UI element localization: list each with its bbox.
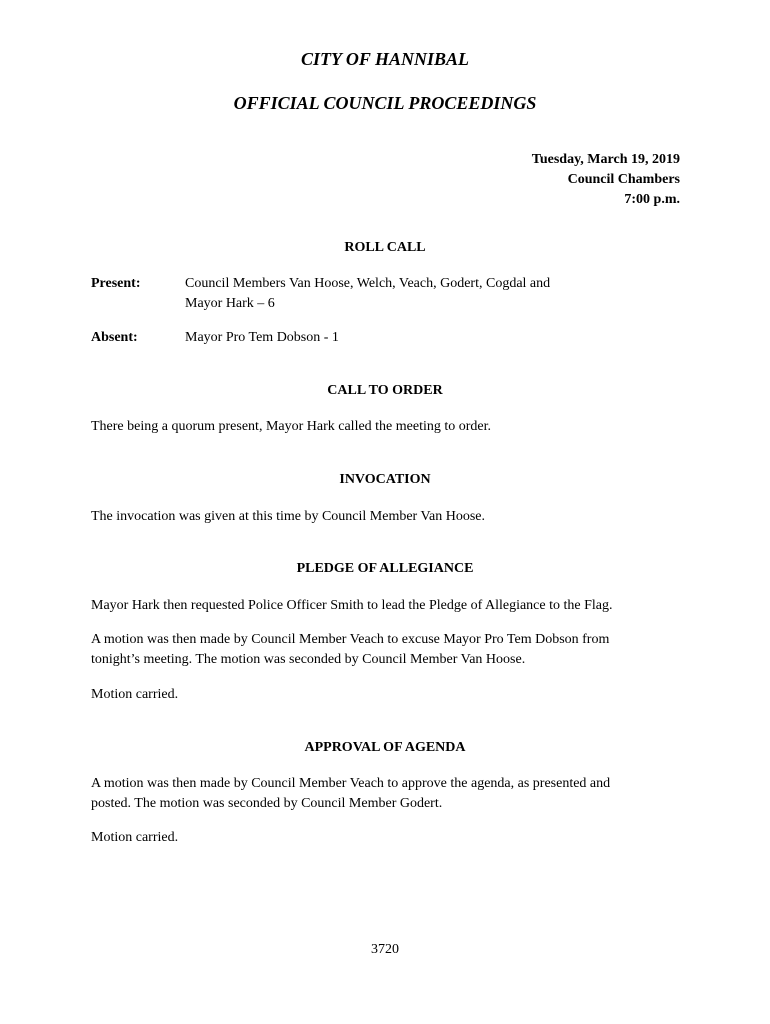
document-title: CITY OF HANNIBAL bbox=[300, 49, 470, 69]
pledge-motion bbox=[91, 630, 691, 670]
meeting-date: Tuesday, March 19, 2019 bbox=[531, 152, 680, 167]
absent-value: Mayor Pro Tem Dobson - 1 bbox=[185, 330, 339, 345]
present-value-line: Council Members Van Hoose, Welch, Veach, Godert, Cogdal and bbox=[185, 276, 551, 291]
agenda-motion bbox=[91, 774, 691, 814]
call-to-order-text: There being a quorum present, Mayor Hark called the meeting to order. bbox=[91, 419, 492, 434]
call-to-order-heading: CALL TO ORDER bbox=[327, 383, 443, 398]
present-label: Present: bbox=[91, 276, 141, 291]
pledge-motion-line: A motion was then made by Council Member Veach to excuse Mayor Pro Tem Dobson from bbox=[91, 632, 610, 647]
meeting-location: Council Chambers bbox=[567, 172, 680, 187]
pledge-heading: PLEDGE OF ALLEGIANCE bbox=[296, 561, 474, 576]
present-value-line: Mayor Hark – 6 bbox=[185, 296, 275, 311]
agenda-motion-line: posted. The motion was seconded by Council Member Godert. bbox=[91, 796, 443, 811]
agenda-motion-line: A motion was then made by Council Member Veach to approve the agenda, as presented and bbox=[91, 776, 611, 791]
roll-call-heading: ROLL CALL bbox=[344, 240, 426, 255]
meeting-info bbox=[532, 150, 680, 210]
pledge-motion-line: tonight’s meeting. The motion was seconded by Council Member Van Hoose. bbox=[91, 652, 526, 667]
invocation-heading: INVOCATION bbox=[339, 472, 431, 487]
meeting-time: 7:00 p.m. bbox=[624, 192, 680, 207]
invocation-text: The invocation was given at this time by Council Member Van Hoose. bbox=[91, 509, 486, 524]
present-value bbox=[185, 274, 665, 314]
pledge-text: Mayor Hark then requested Police Officer Smith to lead the Pledge of Allegiance to the Flag. bbox=[91, 598, 613, 613]
page-number: 3720 bbox=[371, 942, 399, 957]
absent-label: Absent: bbox=[91, 330, 138, 345]
agenda-heading: APPROVAL OF AGENDA bbox=[304, 740, 466, 755]
pledge-motion-result: Motion carried. bbox=[91, 687, 179, 702]
document-subtitle: OFFICIAL COUNCIL PROCEEDINGS bbox=[233, 93, 537, 113]
agenda-motion-result: Motion carried. bbox=[91, 830, 179, 845]
